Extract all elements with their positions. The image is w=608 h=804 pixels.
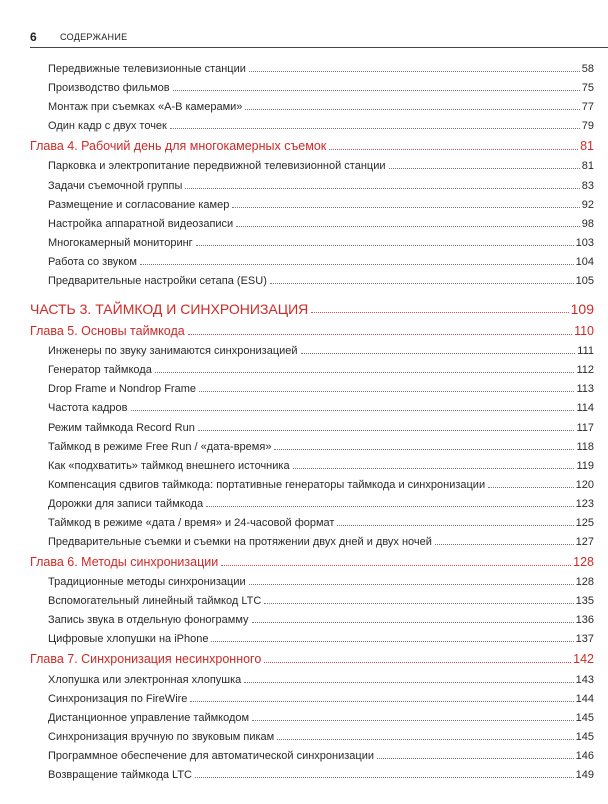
toc-entry[interactable] [30, 529, 594, 548]
toc-entry[interactable] [30, 211, 594, 230]
toc-page-number: 111 [577, 345, 594, 358]
toc-page-number: 79 [581, 120, 594, 133]
page-header [30, 30, 608, 46]
dot-leader [270, 283, 574, 284]
toc-page-number: 58 [581, 63, 594, 76]
toc-page-number: 145 [575, 730, 594, 743]
toc-entry[interactable] [30, 607, 594, 626]
dot-leader [311, 312, 568, 313]
dot-leader [221, 565, 571, 566]
toc-entry[interactable] [30, 472, 594, 491]
toc-page-number: 125 [575, 516, 594, 529]
toc-page-number: 81 [580, 139, 594, 154]
toc-page-number: 118 [576, 440, 594, 453]
toc-page-number: 112 [576, 364, 594, 377]
toc-entry[interactable] [30, 743, 594, 762]
dot-leader [140, 264, 574, 265]
toc-page-number: 105 [575, 275, 594, 288]
dot-leader [252, 720, 574, 721]
dot-leader [195, 777, 574, 778]
toc-entry[interactable] [30, 705, 594, 724]
toc-entry[interactable] [30, 153, 594, 172]
toc-page-number: 142 [573, 652, 594, 667]
toc-page-number: 104 [575, 255, 594, 268]
dot-leader [264, 662, 571, 663]
dot-leader [211, 641, 573, 642]
dot-leader [249, 71, 580, 72]
dot-leader [244, 682, 573, 683]
toc-chapter[interactable] [30, 132, 594, 153]
toc-page-number: 119 [576, 459, 594, 472]
toc-title: Один кадр с двух точек [48, 120, 167, 133]
dot-leader [252, 622, 574, 623]
toc-title: Как «подхватить» таймкод внешнего источника [48, 459, 290, 472]
dot-leader [249, 584, 574, 585]
toc-title: Возвращение таймкода LTC [48, 769, 192, 781]
toc-title: Работа со звуком [48, 255, 137, 268]
toc-page-number: 128 [573, 555, 594, 570]
toc-title: Хлопушка или электронная хлопушка [48, 673, 242, 686]
toc-page-number: 143 [575, 673, 594, 686]
toc-entry[interactable] [30, 762, 594, 781]
toc-title: Дистанционное управление таймкодом [48, 711, 250, 724]
toc-page-number: 120 [575, 478, 594, 491]
toc-page-number: 145 [575, 711, 594, 724]
dot-leader [245, 109, 579, 110]
dot-leader [196, 245, 574, 246]
dot-leader [232, 207, 579, 208]
toc-entry[interactable] [30, 626, 594, 645]
dot-leader [198, 430, 575, 431]
dot-leader [293, 468, 575, 469]
toc-page-number: 83 [581, 179, 594, 192]
toc-page-number: 135 [575, 595, 594, 608]
dot-leader [488, 487, 574, 488]
toc-title: Монтаж при съемках «А-В камерами» [48, 101, 243, 114]
toc-entry[interactable] [30, 75, 594, 94]
toc-page-number: 77 [581, 101, 594, 114]
toc-title: Предварительные съемки и съемки на протяжении двух дней и двух ночей [48, 536, 432, 549]
toc-entry[interactable] [30, 376, 594, 395]
dot-leader [277, 739, 573, 740]
toc-page-number: 127 [575, 536, 594, 549]
toc-page-number: 149 [575, 769, 594, 781]
dot-leader [236, 226, 580, 227]
toc-title: Глава 4. Рабочий день для многокамерных съемок [30, 139, 327, 154]
toc-page-number: 98 [581, 217, 594, 230]
toc-title: Запись звука в отдельную фонограмму [48, 614, 249, 627]
dot-leader [329, 149, 578, 150]
toc-page-number: 128 [575, 576, 594, 589]
header-rule [30, 47, 608, 48]
dot-leader [274, 449, 574, 450]
toc-entry[interactable] [30, 414, 594, 433]
toc-title: Традиционные методы синхронизации [48, 576, 246, 589]
toc-entry[interactable] [30, 569, 594, 588]
dot-leader [337, 525, 573, 526]
toc-page-number: 137 [575, 633, 594, 646]
toc-entry[interactable] [30, 230, 594, 249]
toc-title: Таймкод в режиме «дата / время» и 24-часовой формат [48, 516, 335, 529]
toc-entry[interactable] [30, 172, 594, 191]
toc-title: Программное обеспечение для автоматической синхронизации [48, 749, 374, 762]
toc-page-number: 75 [581, 82, 594, 95]
dot-leader [206, 506, 574, 507]
toc-entry[interactable] [30, 434, 594, 453]
toc-title: Режим таймкода Record Run [48, 421, 195, 434]
toc-page-number: 136 [575, 614, 594, 627]
toc-title: Настройка аппаратной видеозаписи [48, 217, 234, 230]
toc-entry[interactable] [30, 666, 594, 685]
toc-entry[interactable] [30, 686, 594, 705]
dot-leader [301, 353, 576, 354]
toc-entry[interactable] [30, 113, 594, 132]
toc-entry[interactable] [30, 395, 594, 414]
toc-entry[interactable] [30, 249, 594, 268]
toc-page-number: 110 [574, 324, 594, 339]
toc-page-number: 81 [581, 160, 594, 173]
toc-page-number: 144 [575, 692, 594, 705]
toc-title: Глава 7. Синхронизация несинхронного [30, 652, 262, 667]
toc-entry[interactable] [30, 56, 594, 75]
toc-title: Производство фильмов [48, 82, 170, 95]
toc-entry[interactable] [30, 588, 594, 607]
toc-entry[interactable] [30, 192, 594, 211]
dot-leader [173, 90, 580, 91]
toc-chapter[interactable] [30, 548, 594, 569]
toc-title: Инженеры по звуку занимаются синхронизацией [48, 345, 298, 358]
toc-entry[interactable] [30, 491, 594, 510]
toc-page-number: 123 [575, 497, 594, 510]
toc-title: Передвижные телевизионные станции [48, 63, 246, 76]
toc-title: Синхронизация вручную по звуковым пикам [48, 730, 275, 743]
dot-leader [185, 188, 579, 189]
toc-entry[interactable] [30, 338, 594, 357]
toc-title: Синхронизация по FireWire [48, 692, 188, 705]
toc-title: Дорожки для записи таймкода [48, 497, 204, 510]
toc-page-number: 92 [581, 198, 594, 211]
toc-page-number: 146 [575, 749, 594, 762]
toc-chapter[interactable] [30, 317, 594, 338]
toc-entry[interactable] [30, 268, 594, 287]
toc-title: Размещение и согласование камер [48, 198, 230, 211]
dot-leader [190, 701, 573, 702]
dot-leader [155, 372, 575, 373]
dot-leader [131, 410, 575, 411]
dot-leader [199, 391, 574, 392]
toc-page-number: 117 [576, 421, 594, 434]
toc-title: Цифровые хлопушки на iPhone [48, 633, 209, 646]
page-number: 6 [30, 30, 37, 44]
toc-title: Многокамерный мониторинг [48, 236, 193, 249]
toc-title: Частота кадров [48, 402, 128, 415]
dot-leader [170, 128, 580, 129]
toc-entry[interactable] [30, 453, 594, 472]
toc-title: Предварительные настройки сетапа (ESU) [48, 275, 267, 288]
toc-entry[interactable] [30, 94, 594, 113]
dot-leader [264, 603, 573, 604]
dot-leader [188, 334, 572, 335]
toc-entry[interactable] [30, 357, 594, 376]
toc-title: Глава 6. Методы синхронизации [30, 555, 219, 570]
toc-title: Вспомогательный линейный таймкод LTC [48, 595, 262, 608]
toc-page-number: 113 [576, 383, 594, 396]
toc-title: Задачи съемочной группы [48, 179, 183, 192]
toc-chapter[interactable] [30, 645, 594, 666]
toc-title: Таймкод в режиме Free Run / «дата-время» [48, 440, 272, 453]
toc-title: Генератор таймкода [48, 364, 152, 377]
dot-leader [389, 168, 580, 169]
toc-title: Компенсация сдвигов таймкода: портативные генераторы таймкода и синхронизации [48, 478, 486, 491]
toc-title: Парковка и электропитание передвижной телевизионной станции [48, 160, 386, 173]
toc-entry[interactable] [30, 510, 594, 529]
toc-title: ЧАСТЬ 3. ТАЙМКОД И СИНХРОНИЗАЦИЯ [30, 301, 309, 318]
dot-leader [377, 758, 574, 759]
table-of-contents [30, 56, 594, 781]
toc-entry[interactable] [30, 724, 594, 743]
toc-page-number: 114 [576, 402, 594, 415]
toc-title: Drop Frame и Nondrop Frame [48, 383, 196, 396]
toc-page-number: 103 [575, 236, 594, 249]
toc-part[interactable] [30, 289, 594, 317]
section-title: СОДЕРЖАНИЕ [60, 32, 128, 42]
toc-title: Глава 5. Основы таймкода [30, 324, 185, 339]
toc-page-number: 109 [570, 301, 594, 318]
dot-leader [435, 544, 574, 545]
